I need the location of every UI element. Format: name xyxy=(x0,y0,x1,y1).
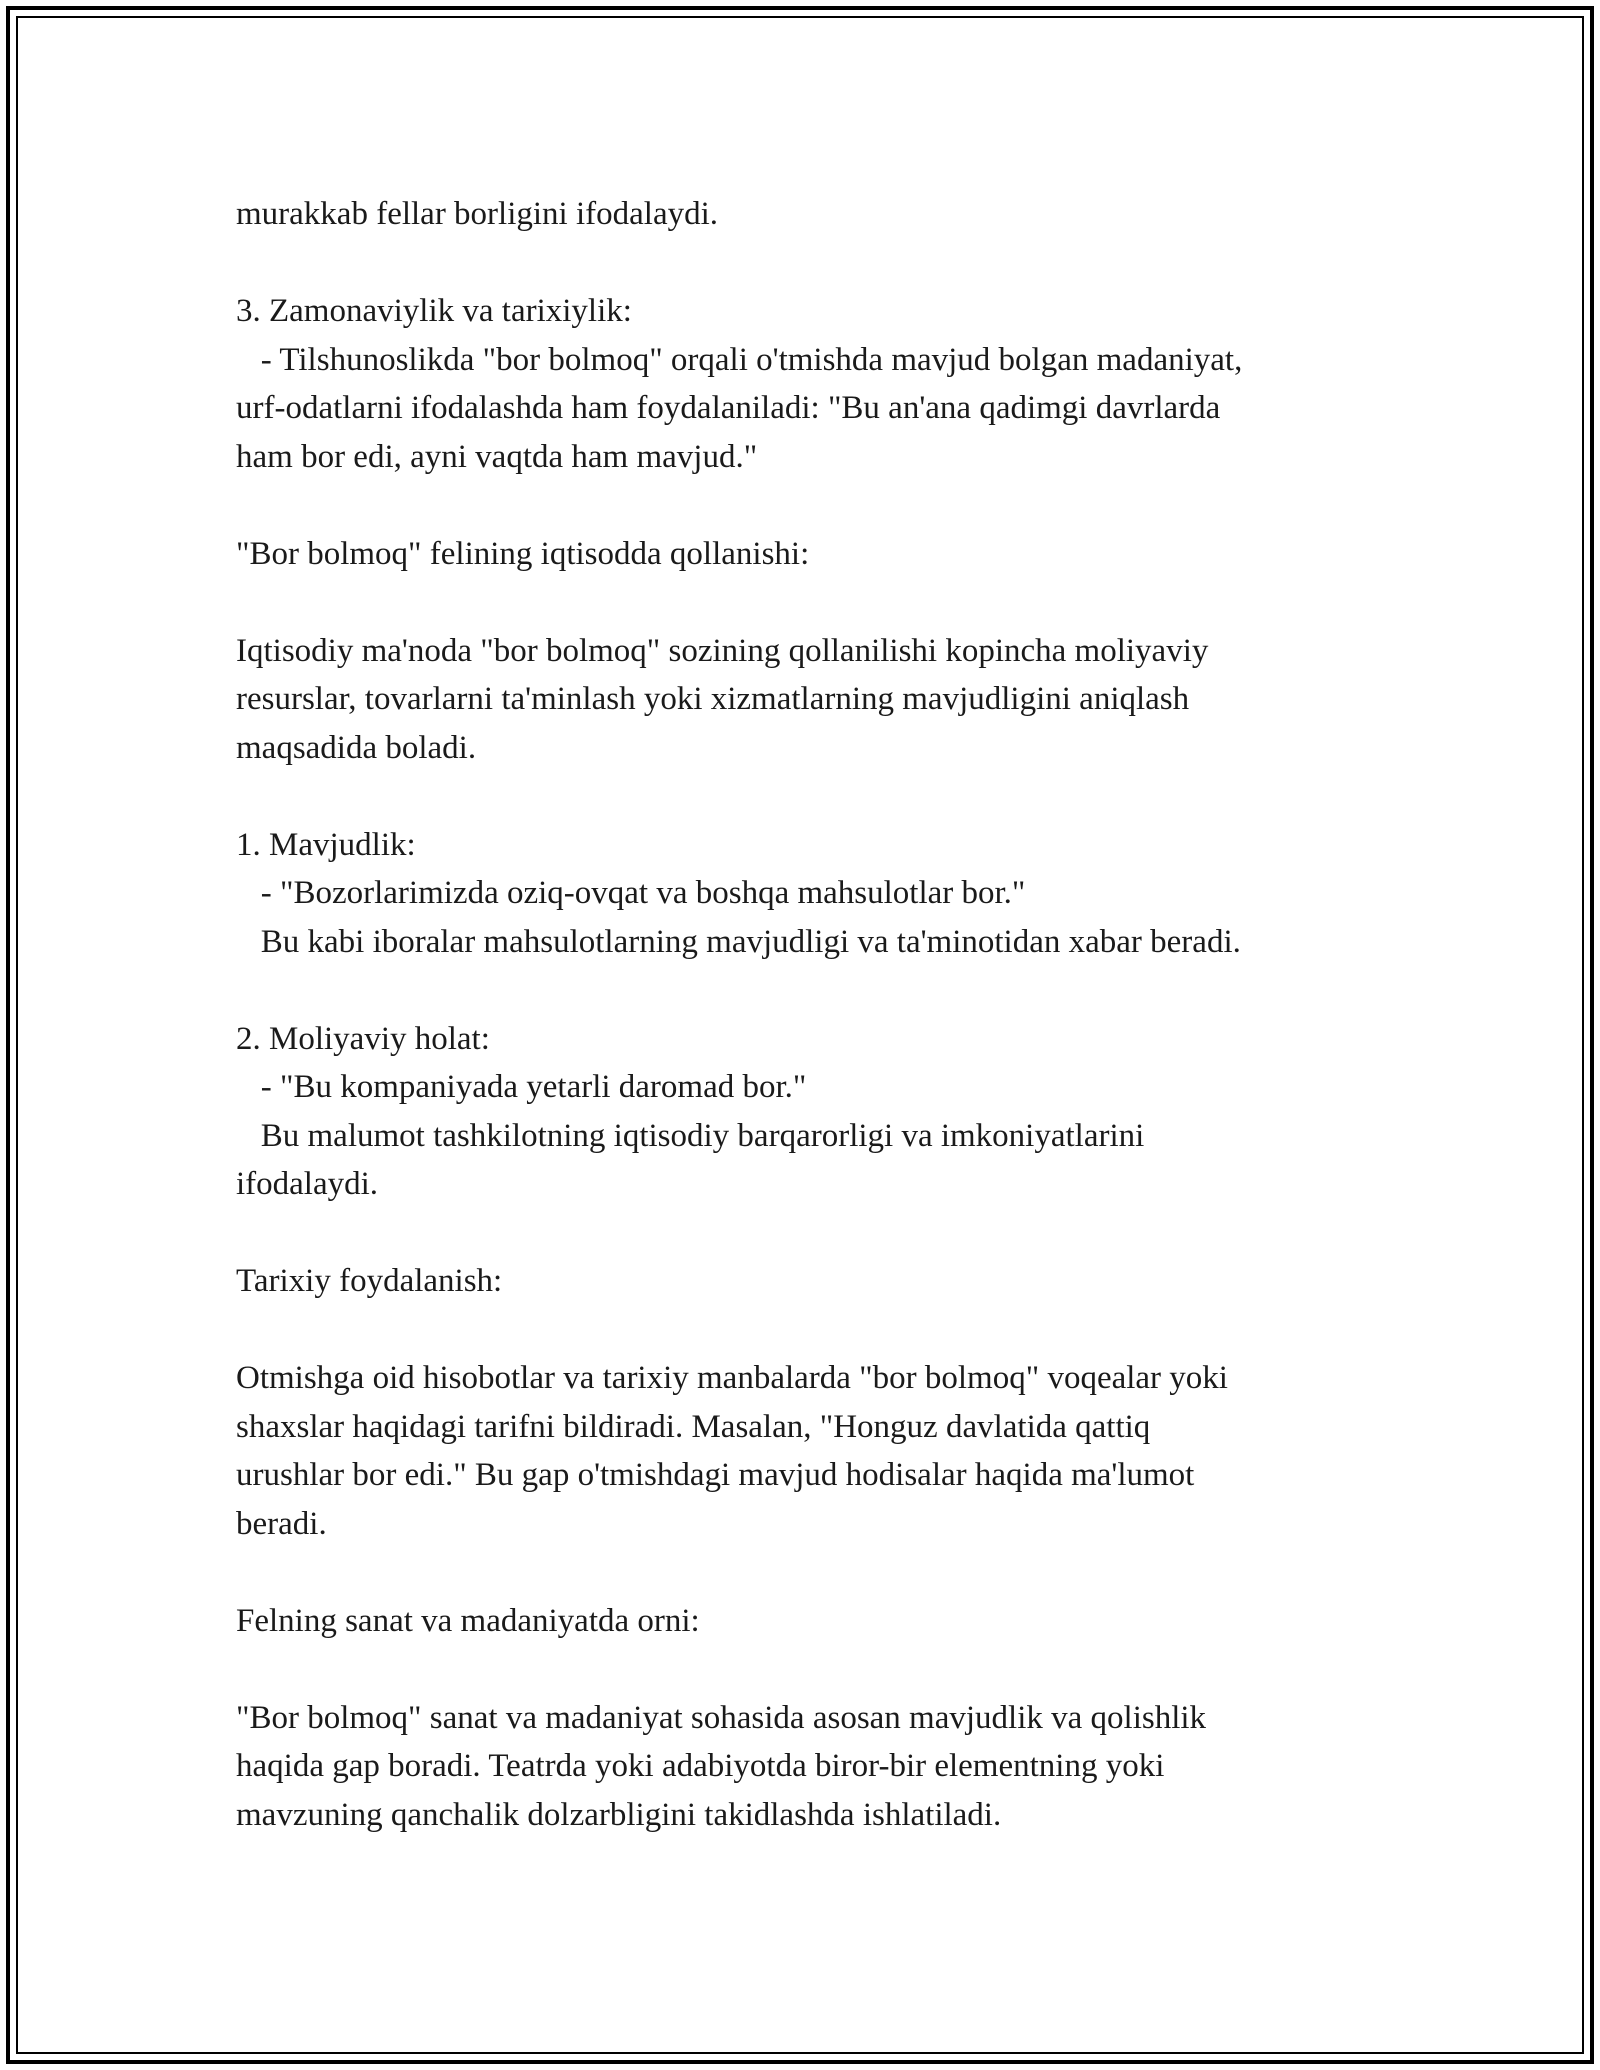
blank-line xyxy=(236,239,1366,288)
section-heading: 3. Zamonaviylik va tarixiylik: xyxy=(236,293,632,329)
text-line: Bu kabi iboralar mahsulotlarning mavjudligi va ta'minotidan xabar beradi. xyxy=(236,923,1241,960)
text-line: - Tilshunoslikda "bor bolmoq" orqali o'tmishda mavjud bolgan madaniyat, xyxy=(236,341,1243,378)
blank-line xyxy=(236,578,1366,627)
section-heading: Tarixiy foydalanish: xyxy=(236,1263,503,1299)
text-line: "Bor bolmoq" sanat va madaniyat sohasida asosan mavjudlik va qolishlik xyxy=(236,1699,1207,1736)
text-line: ifodalaydi. xyxy=(236,1166,379,1202)
blank-line xyxy=(236,481,1366,530)
blank-line xyxy=(236,772,1366,821)
section-heading: 1. Mavjudlik: xyxy=(236,826,416,863)
text-line: murakkab fellar borligini ifodalaydi. xyxy=(236,196,719,232)
section-heading: 2. Moliyaviy holat: xyxy=(236,1020,490,1057)
blank-line xyxy=(236,966,1366,1015)
text-line: Otmishga oid hisobotlar va tarixiy manbalarda "bor bolmoq" voqealar yoki xyxy=(236,1360,1228,1396)
text-line: - "Bozorlarimizda oziq-ovqat va boshqa mahsulotlar bor." xyxy=(236,875,1026,911)
text-line: urushlar bor edi." Bu gap o'tmishdagi mavjud hodisalar haqida ma'lumot xyxy=(236,1457,1195,1493)
text-line: beradi. xyxy=(236,1505,327,1542)
text-line: ham bor edi, ayni vaqtda ham mavjud." xyxy=(236,438,758,475)
text-line: - "Bu kompaniyada yetarli daromad bor." xyxy=(236,1069,807,1105)
text-line: Bu malumot tashkilotning iqtisodiy barqarorligi va imkoniyatlarini xyxy=(236,1117,1145,1154)
text-line: Iqtisodiy ma'noda "bor bolmoq" sozining qollanilishi kopincha moliyaviy xyxy=(236,632,1209,669)
blank-line xyxy=(236,1548,1366,1597)
section-heading: "Bor bolmoq" felining iqtisodda qollanishi: xyxy=(236,535,810,572)
text-line: haqida gap boradi. Teatrda yoki adabiyotda biror-bir elementning yoki xyxy=(236,1748,1165,1784)
blank-line xyxy=(236,1209,1366,1258)
blank-line xyxy=(236,1306,1366,1355)
text-line: resurslar, tovarlarni ta'minlash yoki xizmatlarning mavjudligini aniqlash xyxy=(236,681,1190,717)
text-line: maqsadida boladi. xyxy=(236,729,477,766)
text-line: urf-odatlarni ifodalashda ham foydalaniladi: "Bu an'ana qadimgi davrlarda xyxy=(236,390,1221,426)
blank-line xyxy=(236,1645,1366,1694)
section-heading: Felning sanat va madaniyatda orni: xyxy=(236,1602,700,1639)
text-line: shaxslar haqidagi tarifni bildiradi. Masalan, "Honguz davlatida qattiq xyxy=(236,1408,1151,1445)
document-body xyxy=(236,190,1366,1839)
text-line: mavzuning qanchalik dolzarbligini takidlashda ishlatiladi. xyxy=(236,1796,1002,1833)
